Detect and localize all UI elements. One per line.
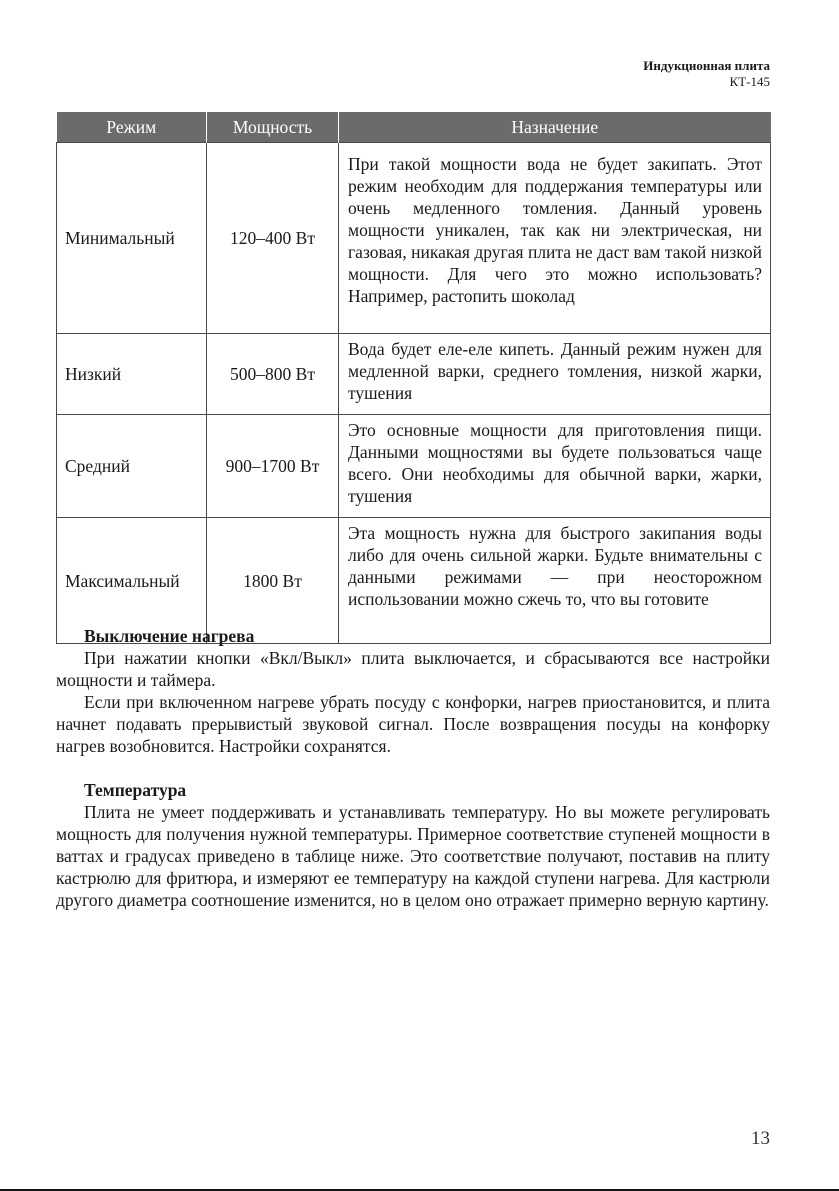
table-row — [57, 415, 771, 518]
section-spacer — [56, 757, 770, 779]
table-header-row — [57, 112, 771, 143]
mode-cell: Максимальный — [57, 518, 207, 644]
header-model: КТ-145 — [729, 74, 770, 89]
column-header-mode: Режим — [57, 112, 207, 143]
table-row — [57, 334, 771, 415]
section-heading-temperature: Температура — [84, 780, 187, 800]
purpose-cell: Вода будет еле-еле кипеть. Данный режим нужен для медленной варки, среднего томления, низкой жарки, тушения — [339, 334, 771, 415]
power-cell: 900–1700 Вт — [207, 415, 339, 518]
purpose-cell: Эта мощность нужна для быстрого закипания воды либо для очень сильной жарки. Будьте внимательны с данными режимами — при неосторожном использовании можно сжечь то, что вы готовите — [339, 518, 771, 644]
paragraph: Если при включенном нагреве убрать посуду с конфорки, нагрев приостановится, и плита начнет подавать прерывистый звуковой сигнал. После возвращения посуды на конфорку нагрев возобновится. Настройки сохранятся. — [56, 692, 770, 756]
purpose-cell: При такой мощности вода не будет закипать. Этот режим необходим для поддержания температуры или очень медленного томления. Данный уровень мощности уникален, так как ни электрическая, ни газовая, никакая другая плита не даст вам такой низкой мощности. Для чего это можно использовать? Например, растопить шоколад — [339, 143, 771, 334]
paragraph: Плита не умеет поддерживать и устанавливать температуру. Но вы можете регулировать мощность для получения нужной температуры. Примерное соответствие ступеней мощности в ваттах и градусах приведено в таблице ниже. Это соответствие получают, поставив на плиту кастрюлю для фритюра, и измеряют ее температуру на каждой ступени нагрева. Для кастрюли другого диаметра соотношение изменится, но в целом оно отражает примерно верную картину. — [56, 802, 770, 910]
header-title: Индукционная плита — [643, 58, 770, 73]
mode-cell: Минимальный — [57, 143, 207, 334]
page-number: 13 — [751, 1128, 770, 1149]
purpose-cell: Это основные мощности для приготовления пищи. Данными мощностями вы будете пользоваться чаще всего. Они необходимы для обычной варки, жарки, тушения — [339, 415, 771, 518]
page-header — [643, 58, 770, 90]
mode-cell: Низкий — [57, 334, 207, 415]
power-cell: 500–800 Вт — [207, 334, 339, 415]
power-cell: 120–400 Вт — [207, 143, 339, 334]
mode-cell: Средний — [57, 415, 207, 518]
body-text — [56, 625, 770, 911]
table-row — [57, 143, 771, 334]
column-header-power: Мощность — [207, 112, 339, 143]
column-header-purpose: Назначение — [339, 112, 771, 143]
power-cell: 1800 Вт — [207, 518, 339, 644]
section-heading-heating-off: Выключение нагрева — [84, 626, 255, 646]
power-modes-table — [56, 112, 771, 644]
paragraph: При нажатии кнопки «Вкл/Выкл» плита выключается, и сбрасываются все настройки мощности и таймера. — [56, 648, 770, 690]
